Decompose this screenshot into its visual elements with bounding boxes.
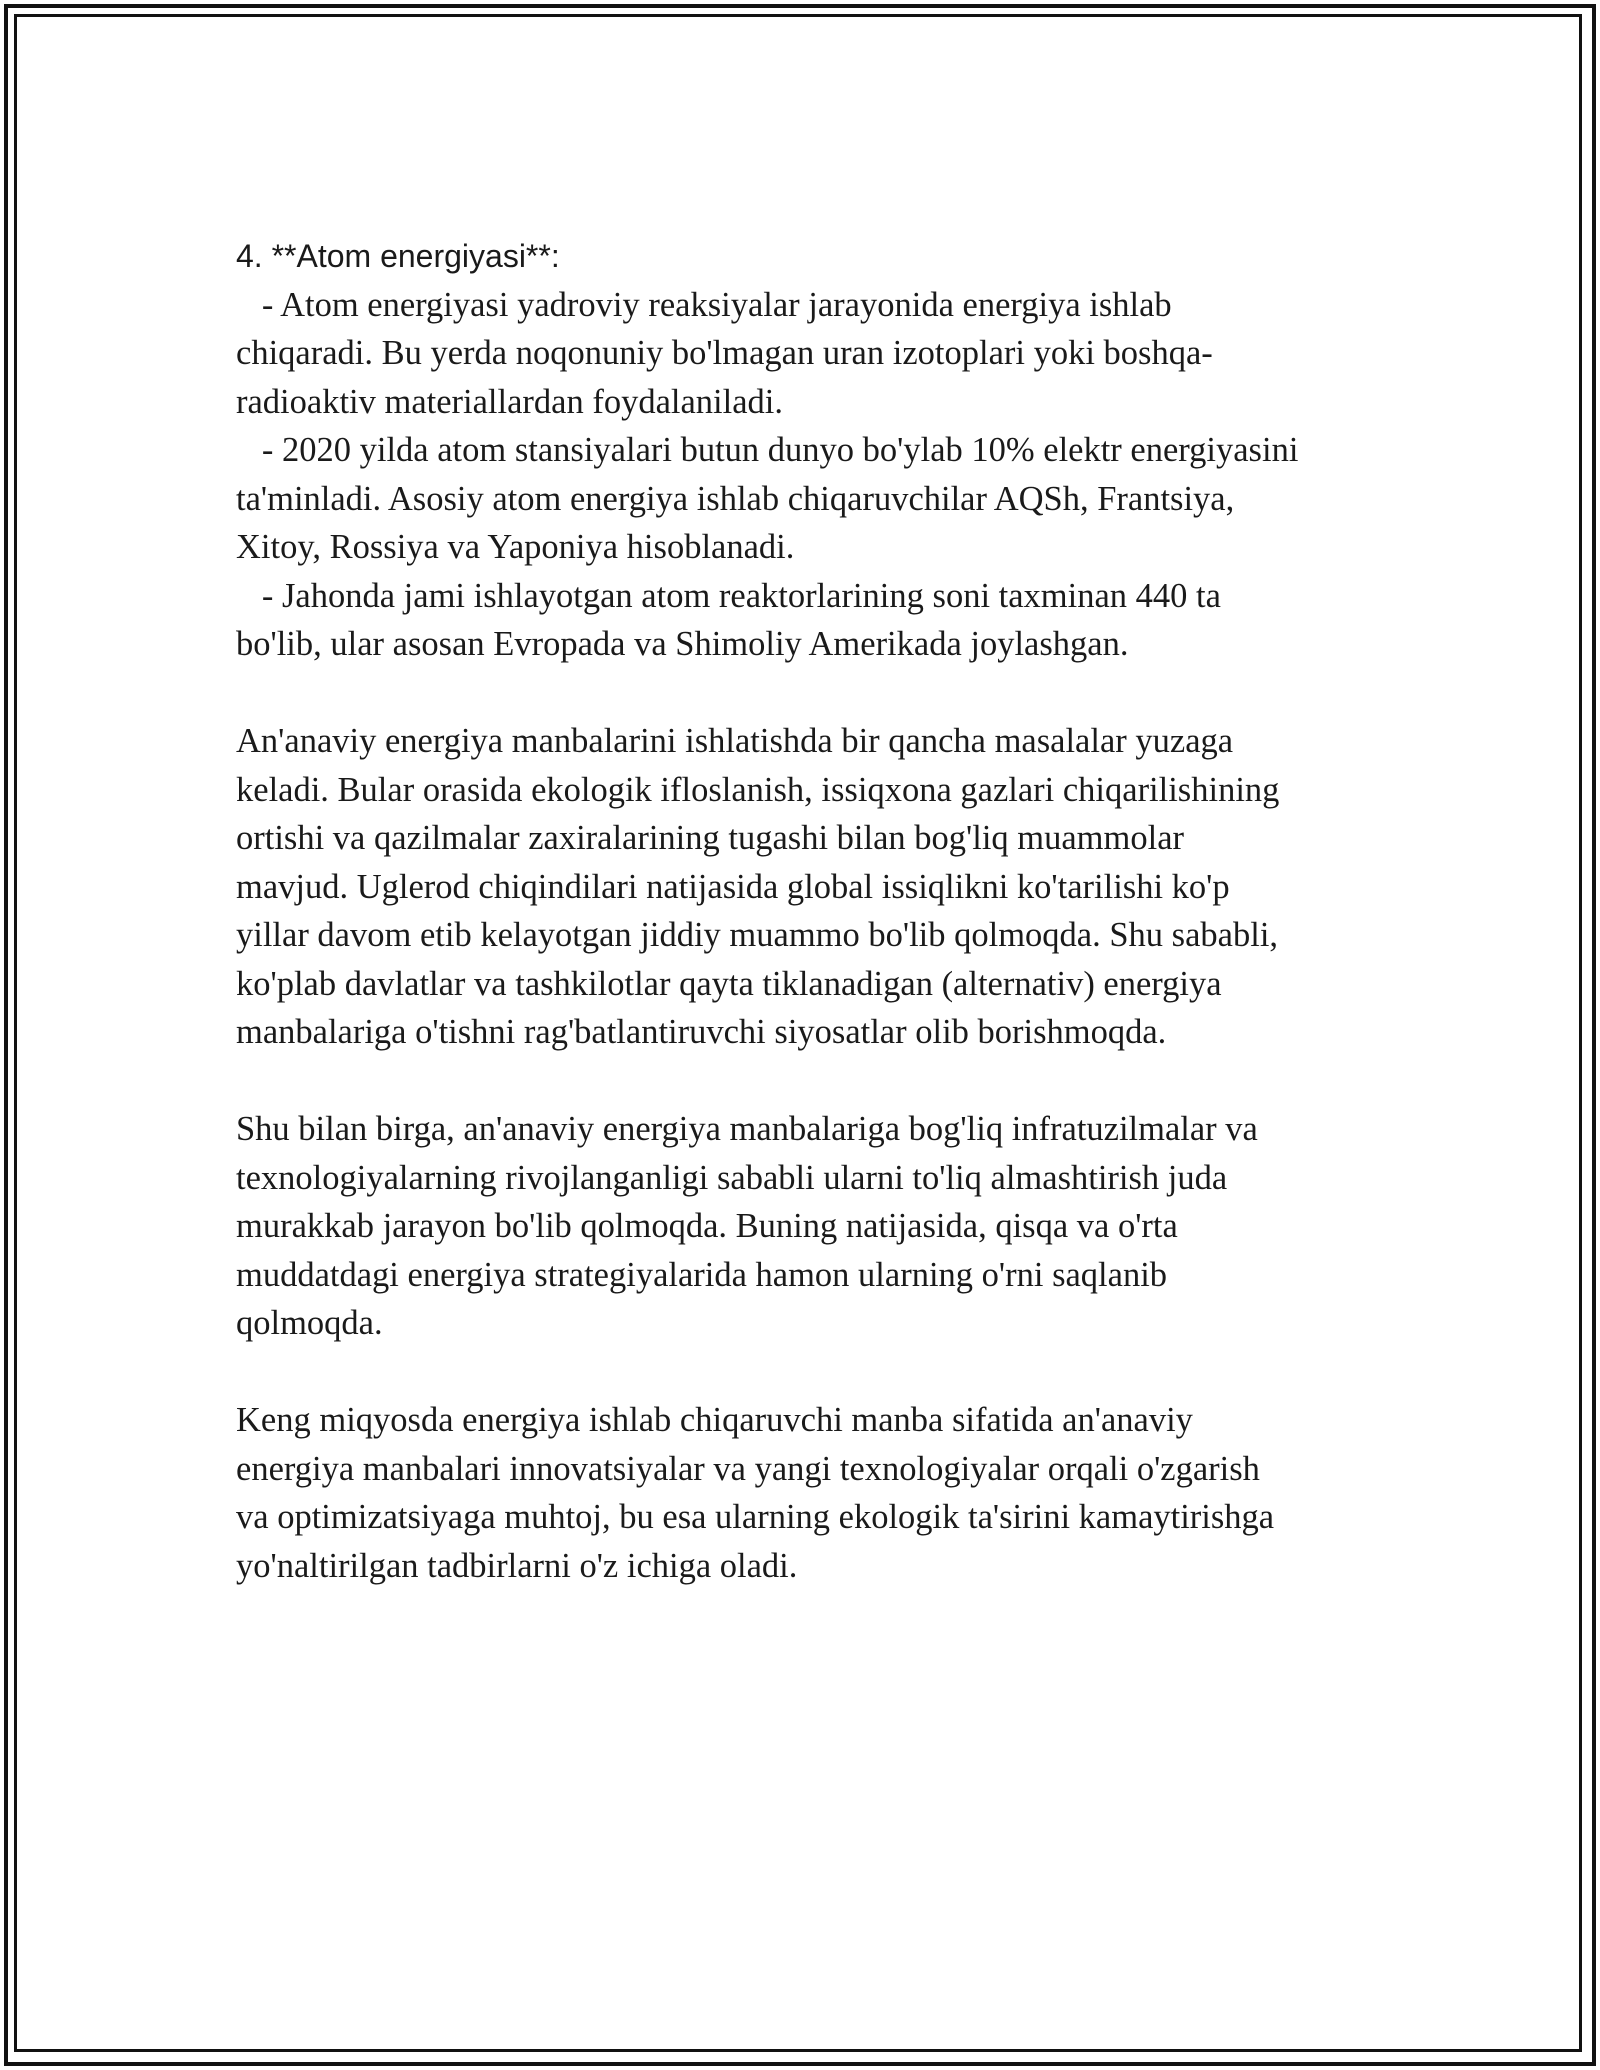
section-heading: 4. **Atom energiyasi**: bbox=[236, 238, 560, 274]
paragraph-infrastructure bbox=[236, 1105, 1376, 1348]
text-line: An'anaviy energiya manbalarini ishlatishda bir qancha masalalar yuzaga bbox=[236, 722, 1234, 760]
text-line: ta'minladi. Asosiy atom energiya ishlab chiqaruvchilar AQSh, Frantsiya, bbox=[236, 479, 1235, 518]
paragraph-gap bbox=[236, 669, 1376, 718]
text-line: keladi. Bular orasida ekologik ifloslanish, issiqxona gazlari chiqarilishining bbox=[236, 770, 1280, 809]
document-body bbox=[236, 232, 1376, 1590]
text-line: ortishi va qazilmalar zaxiralarining tugashi bilan bog'liq muammolar bbox=[236, 819, 1184, 857]
text-line: Xitoy, Rossiya va Yaponiya hisoblanadi. bbox=[236, 528, 795, 566]
paragraph-gap bbox=[236, 1348, 1376, 1397]
text-line: - Jahonda jami ishlayotgan atom reaktorlarining soni taxminan 440 ta bbox=[236, 576, 1221, 615]
text-line: radioaktiv materiallardan foydalaniladi. bbox=[236, 382, 783, 421]
text-line: ko'plab davlatlar va tashkilotlar qayta tiklanadigan (alternativ) energiya bbox=[236, 964, 1222, 1003]
paragraph-issues bbox=[236, 717, 1376, 1057]
text-line: va optimizatsiyaga muhtoj, bu esa ularning ekologik ta'sirini kamaytirishga bbox=[236, 1498, 1275, 1536]
text-line: Keng miqyosda energiya ishlab chiqaruvchi manba sifatida an'anaviy bbox=[236, 1401, 1193, 1439]
bullet-atom-2020 bbox=[236, 426, 1376, 572]
text-line: yo'naltirilgan tadbirlarni o'z ichiga oladi. bbox=[236, 1546, 798, 1585]
bullet-atom-reactors bbox=[236, 572, 1376, 669]
text-line: Shu bilan birga, an'anaviy energiya manbalariga bog'liq infratuzilmalar va bbox=[236, 1110, 1258, 1148]
text-line: mavjud. Uglerod chiqindilari natijasida global issiqlikni ko'tarilishi ko'p bbox=[236, 867, 1230, 906]
text-line: murakkab jarayon bo'lib qolmoqda. Buning natijasida, qisqa va o'rta bbox=[236, 1207, 1178, 1245]
text-line: qolmoqda. bbox=[236, 1304, 383, 1342]
text-line: texnologiyalarning rivojlanganligi sababli ularni to'liq almashtirish juda bbox=[236, 1158, 1228, 1197]
text-line: bo'lib, ular asosan Evropada va Shimoliy Amerikada joylashgan. bbox=[236, 625, 1129, 663]
text-line: yillar davom etib kelayotgan jiddiy muammo bo'lib qolmoqda. Shu sababli, bbox=[236, 916, 1279, 954]
paragraph-innovation bbox=[236, 1396, 1376, 1590]
text-line: - Atom energiyasi yadroviy reaksiyalar jarayonida energiya ishlab bbox=[236, 285, 1172, 324]
text-line: muddatdagi energiya strategiyalarida hamon ularning o'rni saqlanib bbox=[236, 1255, 1168, 1294]
text-line: - 2020 yilda atom stansiyalari butun dunyo bo'ylab 10% elektr energiyasini bbox=[236, 431, 1299, 469]
text-line: chiqaradi. Bu yerda noqonuniy bo'lmagan uran izotoplari yoki boshqa- bbox=[236, 334, 1213, 372]
text-line: manbalariga o'tishni rag'batlantiruvchi siyosatlar olib borishmoqda. bbox=[236, 1013, 1167, 1051]
text-line: energiya manbalari innovatsiyalar va yangi texnologiyalar orqali o'zgarish bbox=[236, 1449, 1260, 1488]
paragraph-gap bbox=[236, 1057, 1376, 1106]
bullet-atom-definition bbox=[236, 281, 1376, 427]
